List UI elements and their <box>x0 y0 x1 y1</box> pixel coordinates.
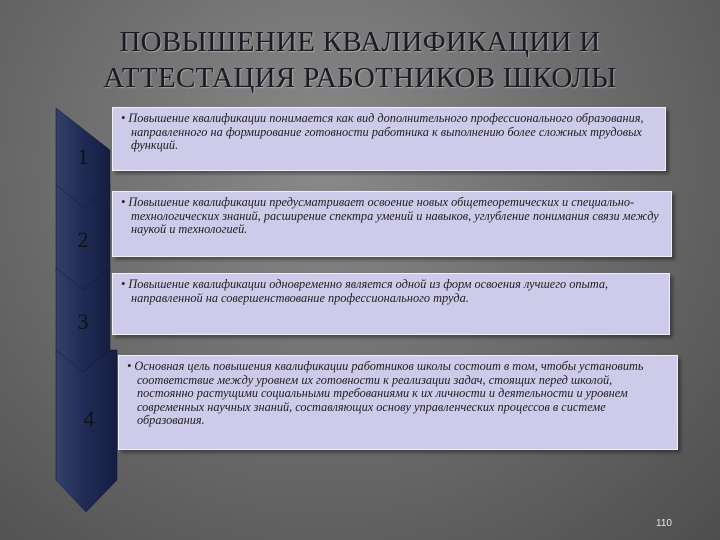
title-line-2: АТТЕСТАЦИЯ РАБОТНИКОВ ШКОЛЫ <box>103 62 617 94</box>
step-box-1 <box>112 107 666 171</box>
page-number: 110 <box>656 518 672 529</box>
step-number-2: 2 <box>77 227 89 252</box>
step-box-4 <box>118 355 678 450</box>
title-line-1: ПОВЫШЕНИЕ КВАЛИФИКАЦИИ И <box>119 26 601 58</box>
step-number-4: 4 <box>83 406 95 431</box>
step-text-2: • Повышение квалификации предусматривает освоение новых общетеоретических и специально-технологических знаний, расширение спектра умений и навыков, углубление понимания связи между наукой и технологией. <box>121 196 665 237</box>
step-number-1: 1 <box>77 144 89 169</box>
step-text-1: • Повышение квалификации понимается как вид дополнительного профессионального образования, направленного на формирование готовности работника к выполнению более сложных трудовых функций. <box>121 112 659 153</box>
step-number-3: 3 <box>77 309 89 334</box>
step-box-2 <box>112 191 672 257</box>
step-text-3: • Повышение квалификации одновременно является одной из форм освоения лучшего опыта, направленной на совершенствование профессионального труда. <box>121 278 663 305</box>
step-box-3 <box>112 273 670 335</box>
step-text-4: • Основная цель повышения квалификации работников школы состоит в том, чтобы установить соответствие между уровнем их готовности к реализации задач, стоящих перед школой, постоянно растущими социальными требованиями к их личности и деятельности и уровнем современных научных знаний, составляющих основу управленческих процессов в системе образования. <box>127 360 671 428</box>
